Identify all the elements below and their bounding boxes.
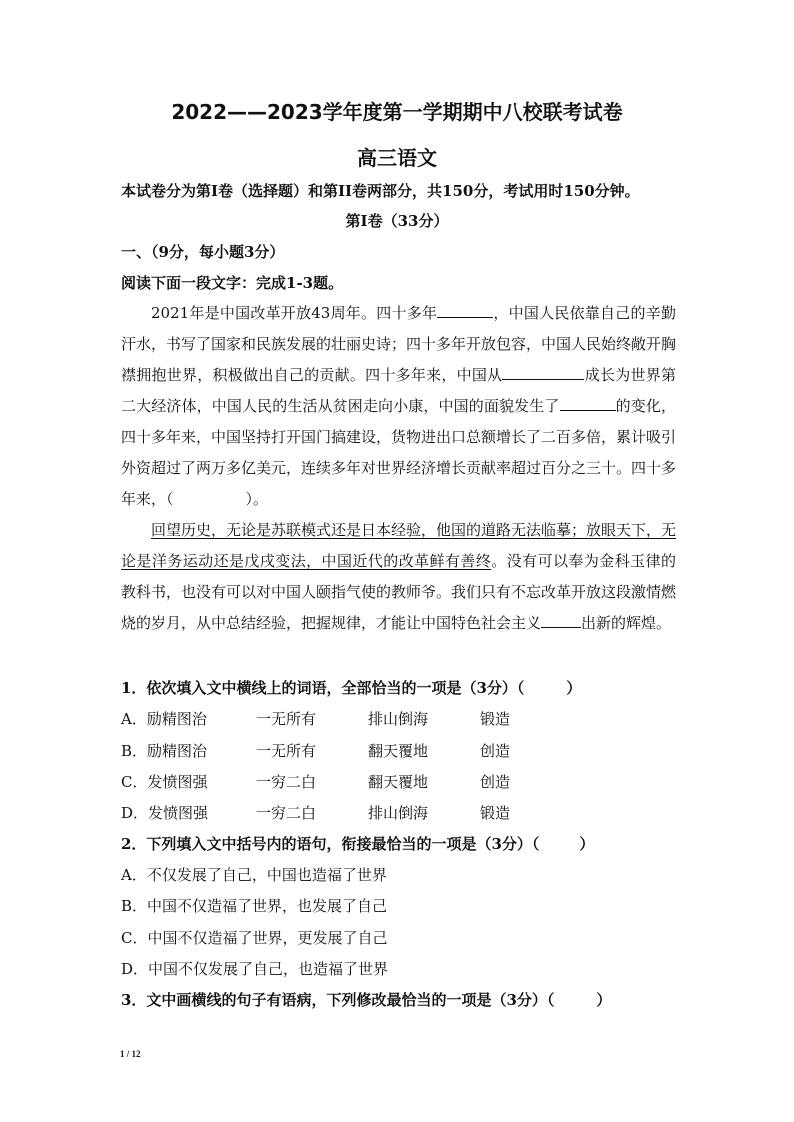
question-3-stem: 3．文中画横线的句子有语病，下列修改最恰当的一项是（3分）（ ） xyxy=(121,991,612,1009)
exam-title: 2022——2023学年度第一学期期中八校联考试卷 xyxy=(171,100,623,124)
passage-text: ，中国人民依靠自己的辛勤汗水，书写了国家和民族发展的壮丽史诗；四十多年开放包容，中国人民始终敞开胸襟拥抱世界，积极做出自己的贡献。四十多年来，中国从 xyxy=(121,304,677,384)
question-2-option-b: B．中国不仅造福了世界，也发展了自己 xyxy=(121,897,388,915)
passage-text: 。没有可以奉为金科玉律的教科书，也没有可以对中国人颐指气使的教师爷。我们只有不忘改革开放这段激情燃烧的岁月，从中总结经验，把握规律，才能让中国特色社会主义 xyxy=(121,552,677,632)
question-1-option-a: A．励精图治 一无所有 排山倒海 锻造 xyxy=(121,710,511,728)
question-2-option-d: D．中国不仅发展了自己，也造福了世界 xyxy=(121,960,389,978)
passage-text: 出新的辉煌。 xyxy=(581,614,672,632)
section-heading: 一、（9分，每小题3分） xyxy=(121,243,285,261)
reading-instruction: 阅读下面一段文字：完成1-3题。 xyxy=(121,274,344,292)
passage-paragraph-2 xyxy=(121,515,676,639)
question-1-option-d: D．发愤图强 一穷二白 排山倒海 锻造 xyxy=(121,804,511,822)
fill-blank xyxy=(560,396,616,411)
exam-note: 本试卷分为第I卷（选择题）和第II卷两部分，共150分，考试用时150分钟。 xyxy=(121,182,640,200)
fill-blank xyxy=(502,365,584,380)
page-number: 1 / 12 xyxy=(120,1049,141,1059)
passage-text: 2021年是中国改革开放43周年。四十多年 xyxy=(151,304,438,322)
passage-text: ）。 xyxy=(245,490,269,508)
passage-text: 成长为世界第二大经济体，中国人民的生活从贫困走向小康，中国的面貌发生了 xyxy=(121,366,676,415)
question-1-option-b: B．励精图治 一无所有 翻天覆地 创造 xyxy=(121,742,511,760)
question-1-option-c: C．发愤图强 一穷二白 翻天覆地 创造 xyxy=(121,773,511,791)
question-1-stem: 1．依次填入文中横线上的词语，全部恰当的一项是（3分）（ ） xyxy=(121,679,582,697)
fill-blank xyxy=(437,303,493,318)
fill-blank xyxy=(541,613,581,628)
passage-paragraph-1 xyxy=(121,298,676,515)
question-2-stem: 2．下列填入文中括号内的语句，衔接最恰当的一项是（3分）（ ） xyxy=(121,835,595,853)
question-2-option-c: C．中国不仅造福了世界，更发展了自己 xyxy=(121,929,388,947)
question-2-option-a: A．不仅发展了自己，中国也造福了世界 xyxy=(121,866,387,884)
subject-title: 高三语文 xyxy=(357,146,437,170)
volume-heading: 第I卷（33分） xyxy=(345,212,449,230)
underlined-sentence: 回望历史，无论是苏联模式还是日本经验，他国的道路无法临摹；放眼天下，无论是洋务运动还是戊戌变法，中国近代的改革鲜有善终 xyxy=(121,521,677,570)
passage-text: 的变化，四十多年来，中国坚持打开国门搞建设，货物进出口总额增长了二百多倍，累计吸引外资超过了两万多亿美元，连续多年对世界经济增长贡献率超过百分之三十。四十多年来，（ xyxy=(121,397,677,508)
